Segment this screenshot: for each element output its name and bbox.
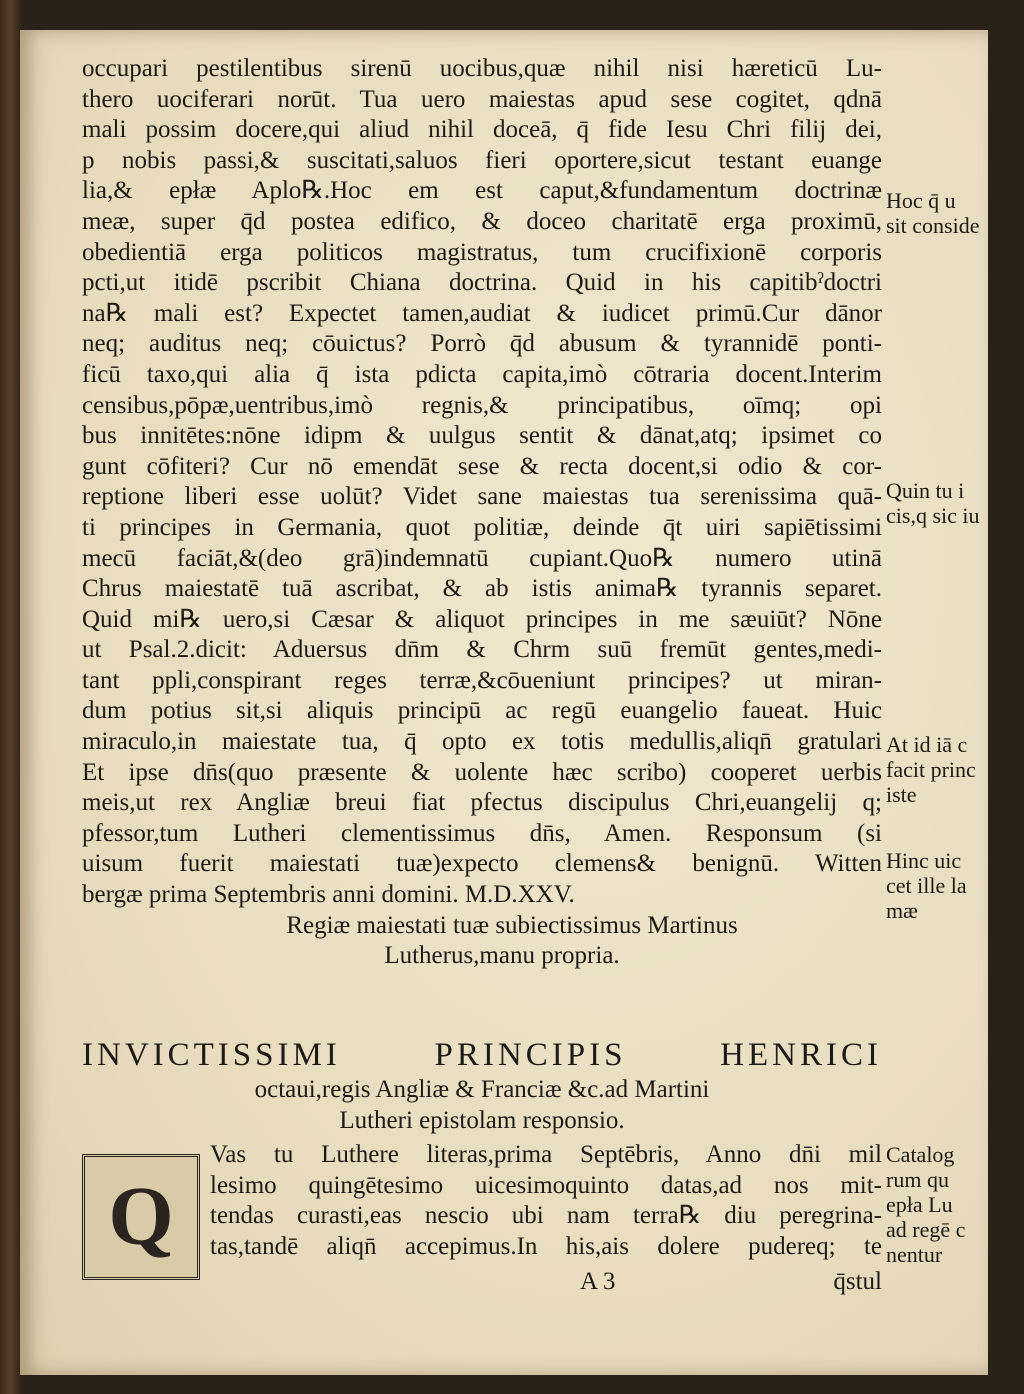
- book-page: [20, 30, 988, 1375]
- margin-note-line: mæ: [886, 898, 918, 923]
- signature-mark: A 3: [580, 1268, 616, 1295]
- margin-note: [886, 848, 967, 923]
- initial-letter: Q: [108, 1170, 174, 1263]
- margin-note-line: cis,q sic iu: [886, 503, 980, 528]
- text-line: Quid mi℞ uero,si Cæsar & aliquot principes in me sæuiūt? Nōne: [82, 605, 882, 633]
- text-line: bergæ prima Septembris anni domini. M.D.XXV.: [82, 881, 575, 909]
- text-line: occupari pestilentibus sirenū uocibus,quæ nihil nisi hæreticū Lu-: [82, 55, 882, 82]
- text-line: bus innitētes:nōne idipm & uulgus sentit & dānat,atq; ipsimet co: [82, 422, 882, 450]
- decorated-initial: [82, 1154, 200, 1280]
- margin-note: [886, 478, 980, 528]
- margin-note-line: Quin tu i: [886, 478, 965, 503]
- margin-note: [886, 188, 980, 238]
- margin-note: [886, 1142, 965, 1267]
- text-line: obedientiā erga politicos magistratus, tum crucifixionē corporis: [82, 238, 882, 266]
- closing-signature: Lutherus,manu propria.: [384, 942, 620, 970]
- text-line: meæ, super q̄d postea edifico, & doceo charitatē erga proximū,: [82, 207, 882, 235]
- text-line: na℞ mali est? Expectet tamen,audiat & iudicet primū.Cur dānor: [82, 299, 882, 327]
- text-line: mali possim docere,qui aliud nihil doceā, q̄ fide Iesu Chri filij dei,: [82, 116, 882, 144]
- text-line: mecū faciāt,&(deo grā)indemnatū cupiant.Quo℞ numero utinā: [82, 544, 882, 572]
- text-line: meis,ut rex Angliæ breui fiat pfectus discipulus Chri,euangelij q;: [82, 789, 882, 817]
- heading-subtitle: octaui,regis Angliæ & Franciæ &c.ad Martini: [254, 1076, 710, 1103]
- margin-note-line: Catalog: [886, 1142, 955, 1167]
- text-line: pfessor,tum Lutheri clementissimus dn̄s, Amen. Responsum (si: [82, 819, 882, 847]
- margin-note-line: iste: [886, 782, 917, 807]
- text-line: tendas curasti,eas nescio ubi nam terra℞ diu peregrina-: [210, 1202, 882, 1230]
- text-line: miraculo,in maiestate tua, q̄ opto ex totis medullis,aliqn̄ gratulari: [82, 728, 882, 756]
- text-line: ut Psal.2.dicit: Aduersus dn̄m & Chrm suū fremūt gentes,medi-: [82, 636, 882, 664]
- text-line: tas,tandē aliqn̄ accepimus.In his,ais dolere pudereq; te: [210, 1232, 882, 1260]
- text-line: uisum fuerit maiestati tuæ)expecto clemens& benignū. Witten: [82, 850, 882, 878]
- heading-subtitle: Lutheri epistolam responsio.: [339, 1107, 625, 1134]
- page-footer: [82, 1268, 882, 1300]
- section-heading: [82, 1036, 882, 1136]
- text-line: ti principes in Germania, quot politiæ, deinde q̄t uiri sapiētissimi: [82, 513, 882, 541]
- main-text-block: [82, 54, 882, 972]
- text-line: tant ppli,conspirant reges terræ,&cōueniunt principes? ut miran-: [82, 666, 882, 694]
- closing-salutation: Regiæ maiestati tuæ subiectissimus Martinus: [286, 911, 738, 939]
- text-line: p nobis passi,& suscitati,saluos fieri oportere,sicut testant euange: [82, 146, 882, 174]
- text-line: Vas tu Luthere literas,prima Septēbris, Anno dn̄i mil: [210, 1141, 882, 1168]
- margin-note-line: nentur: [886, 1242, 943, 1267]
- text-line: thero uociferari norūt. Tua uero maiestas apud sese cogitet, qdnā: [82, 85, 882, 113]
- text-line: reptione liberi esse uolūt? Videt sane maiestas tua serenissima quā-: [82, 483, 882, 511]
- margin-note-line: Hoc q̄ u: [886, 188, 956, 213]
- margin-note: [886, 732, 976, 807]
- book-binding-edge: [0, 0, 22, 1394]
- margin-note-line: Hinc uic: [886, 848, 962, 873]
- text-line: Et ipse dn̄s(quo præsente & uolente hæc scribo) cooperet uerbis: [82, 758, 882, 786]
- text-line: dum potius sit,si aliquis principū ac regū euangelio faueat. Huic: [82, 697, 882, 725]
- text-line: pcti,ut itidē pscribit Chiana doctrina. Quid in his capitibˀdoctri: [82, 269, 882, 297]
- margin-note-line: ad regē c: [886, 1217, 966, 1242]
- margin-note-line: At id iā c: [886, 732, 968, 757]
- margin-note-line: facit princ: [886, 757, 976, 782]
- text-line: Chrus maiestatē tuā ascribat, & ab istis anima℞ tyrannis separet.: [82, 575, 882, 603]
- text-line: gunt cōfiteri? Cur nō emendāt sese & recta docent,si odio & cor-: [82, 452, 882, 480]
- text-line: ficū taxo,qui alia q̄ ista pdicta capita,imò cōtraria docent.Interim: [82, 360, 882, 388]
- catchword: q̄stul: [833, 1268, 882, 1295]
- margin-note-line: epła Lu: [886, 1192, 953, 1217]
- text-line: lia,& epłæ Aplo℞.Hoc em est caput,&fundamentum doctrinæ: [82, 177, 882, 205]
- text-line: censibus,pōpæ,uentribus,imò regnis,& principatibus, oīmq; opi: [82, 391, 882, 419]
- text-line: lesimo quingētesimo uicesimoquinto datas,ad nos mit-: [210, 1171, 882, 1199]
- heading-title: INVICTISSIMI PRINCIPIS HENRICI: [82, 1037, 882, 1073]
- margin-note-line: cet ille la: [886, 873, 967, 898]
- margin-note-line: rum qu: [886, 1167, 949, 1192]
- margin-note-line: sit conside: [886, 213, 980, 238]
- text-line: neq; auditus neq; cōuictus? Porrò q̄d abusum & tyrannidē ponti-: [82, 330, 882, 358]
